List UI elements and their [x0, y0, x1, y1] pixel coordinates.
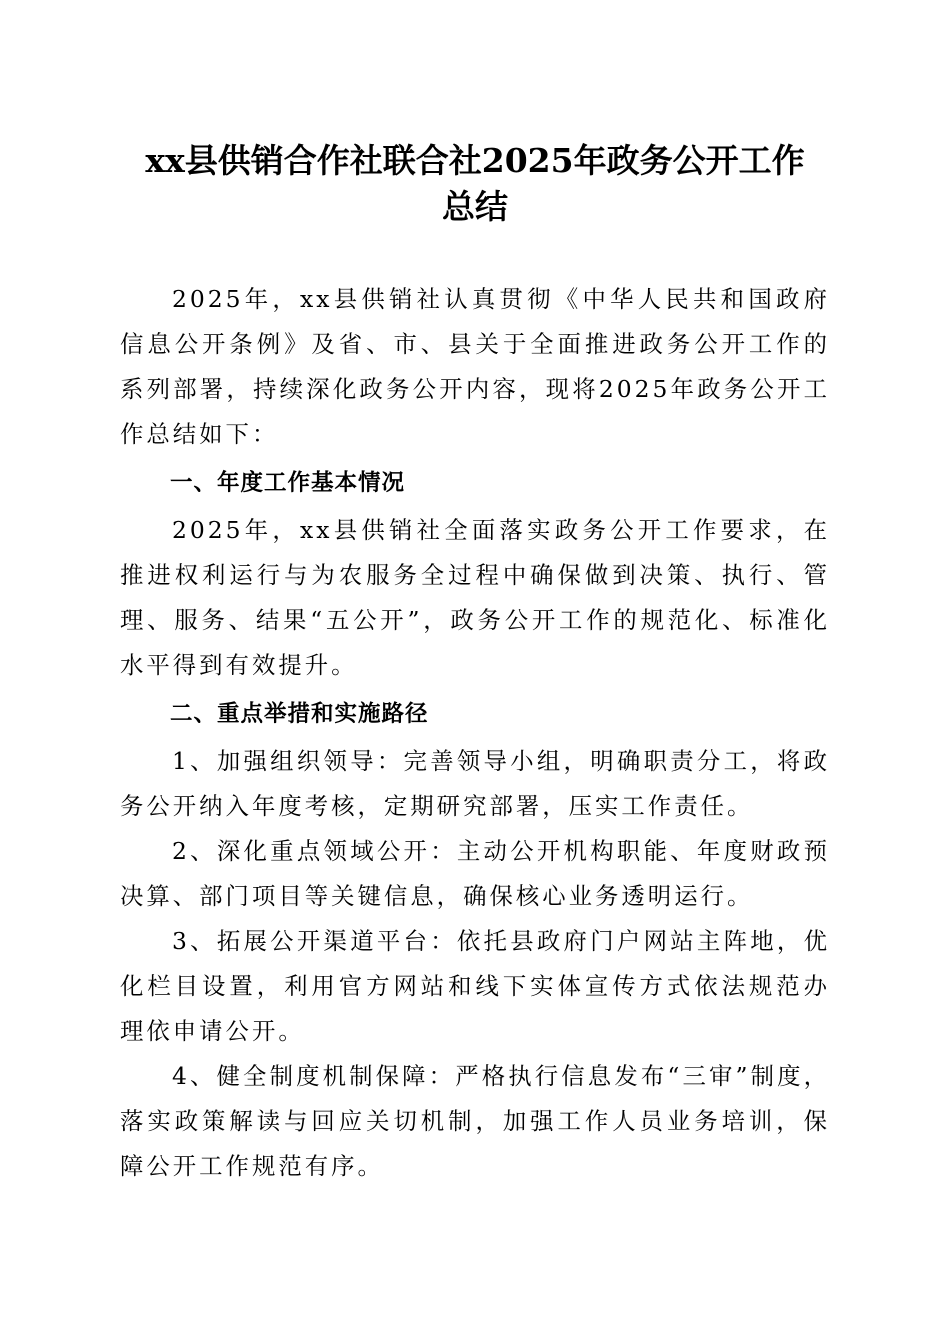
- basic-situation-paragraph: 2025年，xx县供销社全面落实政务公开工作要求，在推进权利运行与为农服务全过程中确保做到决策、执行、管理、服务、结果“五公开”，政务公开工作的规范化、标准化水平得到有效提升。: [120, 516, 830, 679]
- measure-item-3: 3、拓展公开渠道平台：依托县政府门户网站主阵地，优化栏目设置，利用官方网站和线下实体宣传方式依法规范办理依申请公开。: [120, 927, 830, 1045]
- document-title-line2: 总结: [442, 187, 508, 226]
- intro-paragraph: 2025年，xx县供销社认真贯彻《中华人民共和国政府信息公开条例》及省、市、县关于全面推进政务公开工作的系列部署，持续深化政务公开内容，现将2025年政务公开工作总结如下：: [120, 285, 830, 448]
- section-heading-key-measures: 二、重点举措和实施路径: [170, 701, 429, 727]
- measure-item-2: 2、深化重点领域公开：主动公开机构职能、年度财政预决算、部门项目等关键信息，确保核心业务透明运行。: [120, 837, 830, 910]
- document-title-line1: xx县供销合作社联合社2025年政务公开工作: [145, 141, 805, 180]
- measure-item-1: 1、加强组织领导：完善领导小组，明确职责分工，将政务公开纳入年度考核，定期研究部署，压实工作责任。: [120, 747, 830, 820]
- section-heading-basic-situation: 一、年度工作基本情况: [170, 470, 406, 496]
- measure-item-4: 4、健全制度机制保障：严格执行信息发布“三审”制度，落实政策解读与回应关切机制，加强工作人员业务培训，保障公开工作规范有序。: [120, 1062, 830, 1180]
- document-body: [120, 277, 830, 1189]
